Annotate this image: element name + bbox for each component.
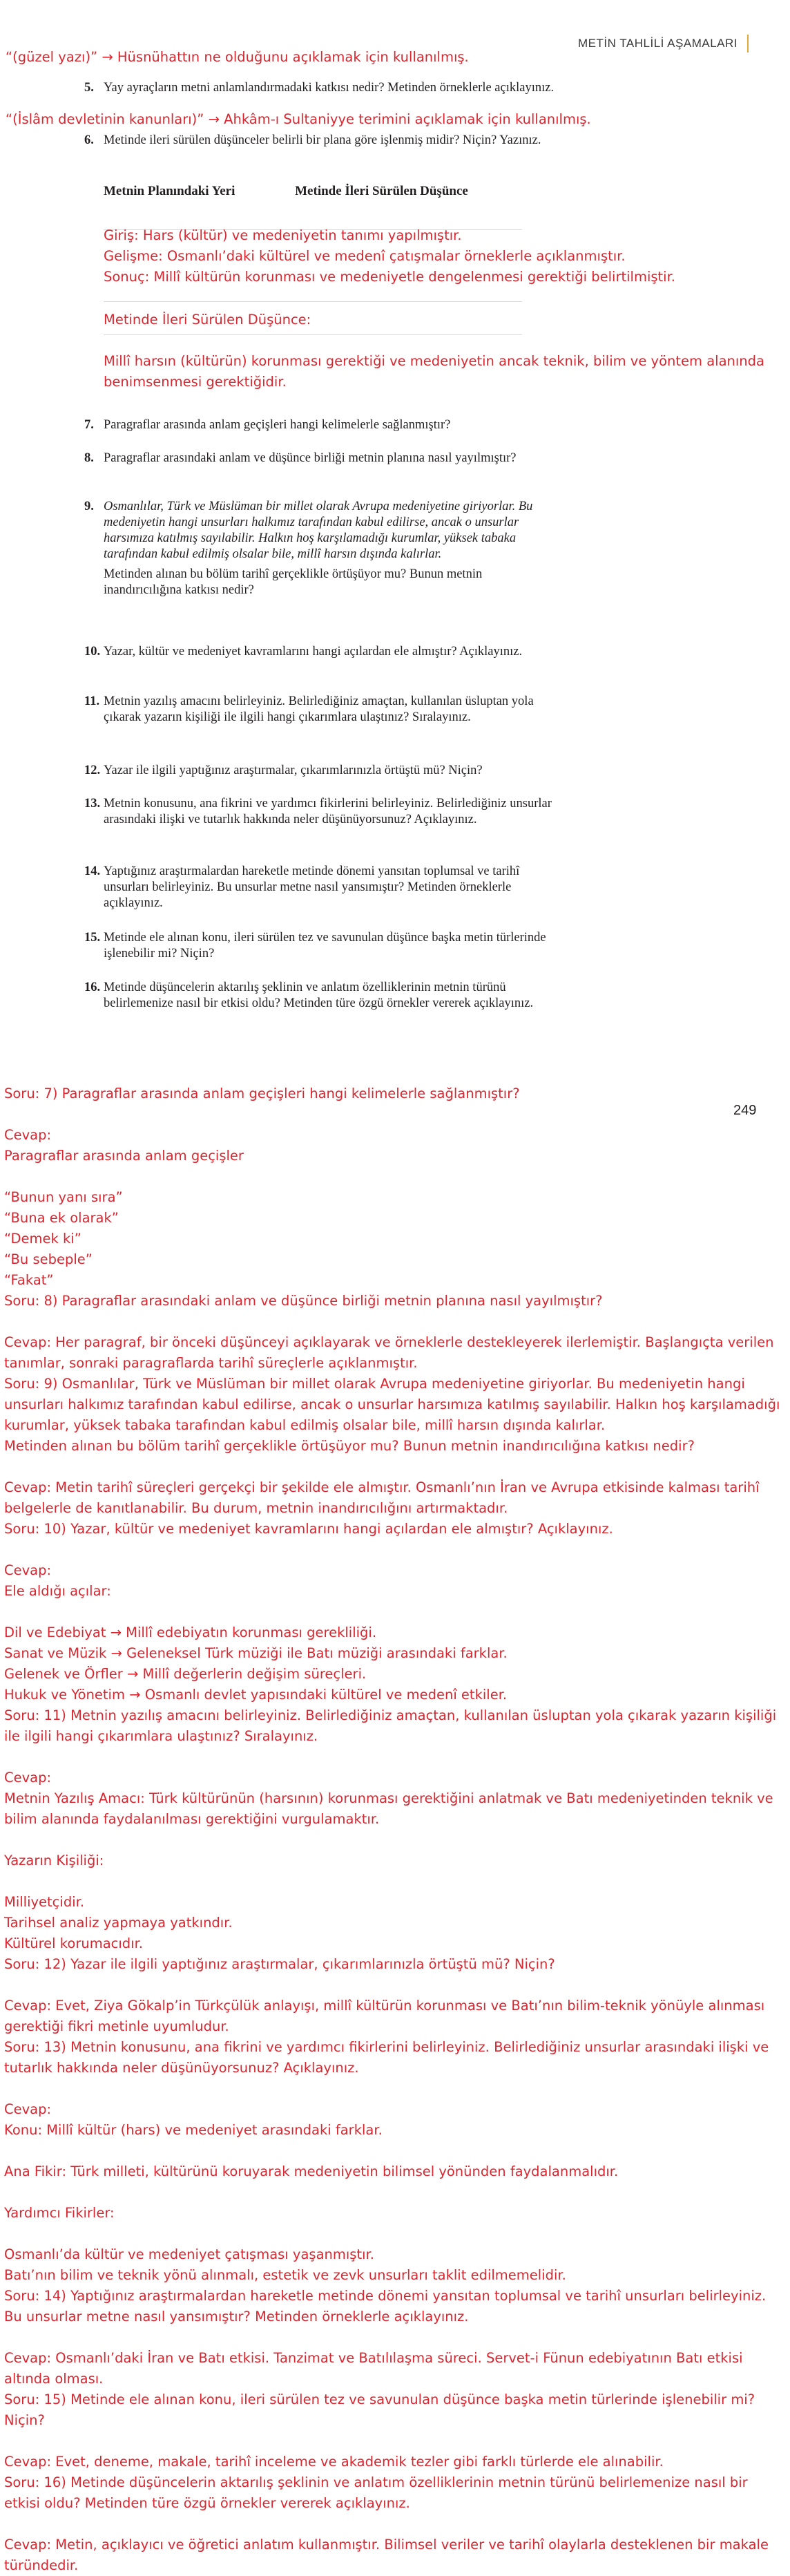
question-12 — [84, 763, 561, 779]
question-text: Yazar, kültür ve medeniyet kavramlarını hangi açılardan ele almıştır? Açıklayınız. — [104, 645, 523, 659]
question-text: Metnin konusunu, ana fikrini ve yardımcı fikirlerini belirleyiniz. Belirlediğiniz unsurlar arasındaki ilişki ve tutarlık hakkında neler düşünüyorsunuz? Açıklayınız. — [104, 797, 552, 826]
question-text: Yaptığınız araştırmalardan hareketle metinde dönemi yansıtan toplumsal ve tarihî unsurları belirleyiniz. Bu unsurlar metne nasıl yansımıştır? Metinden örneklerle açıklayınız. — [104, 864, 520, 910]
question-11 — [84, 694, 561, 726]
question-15 — [84, 930, 561, 962]
question-text: Metnin yazılış amacını belirleyiniz. Belirlediğiniz amaçtan, kullanılan üsluptan yola çıkarak yazarın kişiliği ile ilgili hangi çıkarımlara ulaştınız? Sıralayınız. — [104, 694, 534, 724]
question-number: 7. — [84, 418, 94, 432]
question-text: Yay ayraçların metni anlamlandırmadaki katkısı nedir? Metinden örneklerle açıklayınız. — [104, 81, 555, 95]
top-note-1: “(güzel yazı)” → Hüsnühattın ne olduğunu açıklamak için kullanılmış. — [6, 49, 469, 65]
plan-answer: Giriş: Hars (kültür) ve medeniyetin tanımı yapılmıştır. Gelişme: Osmanlı’daki kültürel ve medenî çatışmalar örneklerle açıklanmıştır. Sonuç: Millî kültürün korunması ve medeniyetle dengelenmesi gerektiği belirtilmiştir. — [104, 227, 676, 285]
question-9 — [84, 499, 561, 598]
question-text: Yazar ile ilgili yaptığınız araştırmalar, çıkarımlarınızla örtüştü mü? Niçin? — [104, 764, 483, 777]
question-number: 14. — [84, 864, 101, 878]
question-13 — [84, 796, 561, 828]
plan-table-header — [104, 184, 468, 199]
question-text: Paragraflar arasındaki anlam ve düşünce birliği metnin planına nasıl yayılmıştır? — [104, 451, 517, 465]
question-text: Metinde ele alınan konu, ileri sürülen tez ve savunulan düşünce başka metin türlerinde işlenebilir mi? Niçin? — [104, 931, 546, 960]
question-text: Metinden alınan bu bölüm tarihî gerçeklikle örtüşüyor mu? Bunun metnin inandırıcılığına katkısı nedir? — [104, 567, 483, 597]
divider-line — [104, 301, 522, 302]
top-notes — [6, 6, 627, 151]
question-number: 16. — [84, 981, 101, 994]
question-5 — [84, 80, 561, 96]
question-7 — [84, 417, 561, 433]
question-14 — [84, 864, 561, 911]
question-text: Metinde ileri sürülen düşünceler belirli bir plana göre işlenmiş midir? Niçin? Yazınız. — [104, 133, 541, 147]
answers-section: Soru: 7) Paragraflar arasında anlam geçişleri hangi kelimelerle sağlanmıştır? Cevap: Paragraflar arasında anlam geçişler “Bunun yanı sıra” “Buna ek olarak” “Demek ki” “Bu sebeple” “Fakat” Soru: 8) Paragraflar arasındaki anlam ve düşünce birliği metnin planına nasıl yayılmıştır? Cevap: Her paragraf, bir önceki düşünceyi açıklayarak ve örneklerle destekleyerek ilerlemiştir. Başlangıçta verilen tanımlar, sonraki paragraflarda tarihî süreçlerle açıklanmıştır. Soru: 9) Osmanlılar, Türk ve Müslüman bir millet olarak Avrupa medeniyetine giriyorlar. Bu medeniyetin hangi unsurları halkımız tarafından kabul edilirse, ancak o unsurlar harsımıza katılmış sayılabilir. Halkın hoş karşılamadığı kurumlar, yüksek tabaka tarafından kabul edilmiş olsalar bile, millî harsın dışında kalırlar. Metinden alınan bu bölüm tarihî gerçeklikle örtüşüyor mu? Bunun metnin inandırıcılığına katkısı nedir? Cevap: Metin tarihî süreçleri gerçekçi bir şekilde ele almıştır. Osmanlı’nın İran ve Avrupa etkisinde kalması tarihî belgelerle de kanıtlanabilir. Bu durum, metnin inandırıcılığını artırmaktadır. Soru: 10) Yazar, kültür ve medeniyet kavramlarını hangi açılardan ele almıştır? Açıklayınız. Cevap: Ele aldığı açılar: Dil ve Edebiyat → Millî edebiyatın korunması gerekliliği. Sanat ve Müzik → Geleneksel Türk müziği ile Batı müziği arasındaki farklar. Gelenek ve Örfler → Millî değerlerin değişim süreçleri. Hukuk ve Yönetim → Osmanlı devlet yapısındaki kültürel ve medenî etkiler. Soru: 11) Metnin yazılış amacını belirleyiniz. Belirlediğiniz amaçtan, kullanılan üsluptan yola çıkarak yazarın kişiliği ile ilgili hangi çıkarımlara ulaştınız? Sıralayınız. Cevap: Metnin Yazılış Amacı: Türk kültürünün (harsının) korunması gerektiğini anlatmak ve Batı medeniyetinden teknik ve bilim alanında faydalanılması gerektiğini vurgulamaktır. Yazarın Kişiliği: Milliyetçidir. Tarihsel analiz yapmaya yatkındır. Kültürel korumacıdır. Soru: 12) Yazar ile ilgili yaptığınız araştırmalar, çıkarımlarınızla örtüştü mü? Niçin? Cevap: Evet, Ziya Gökalp’in Türkçülük anlayışı, millî kültürün korunması ve Batı’nın bilim-teknik yönüyle alınması gerektiği fikri metinle uyumludur. Soru: 13) Metnin konusunu, ana fikrini ve yardımcı fikirlerini belirleyiniz. Belirlediğiniz unsurlar arasındaki ilişki ve tutarlık hakkında neler düşünüyorsunuz? Açıklayınız. Cevap: Konu: Millî kültür (hars) ve medeniyet arasındaki farklar. Ana Fikir: Türk milleti, kültürünü koruyarak medeniyetin bilimsel yönünden faydalanmalıdır. Yardımcı Fikirler: Osmanlı’da kültür ve medeniyet çatışması yaşanmıştır. Batı’nın bilim ve teknik yönü alınmalı, estetik ve zevk unsurları taklit edilmemelidir. Soru: 14) Yaptığınız araştırmalardan hareketle metinde dönemi yansıtan toplumsal ve tarihî unsurları belirleyiniz. Bu unsurlar metne nasıl yansımıştır? Metinden örneklerle açıklayınız. Cevap: Osmanlı’daki İran ve Batı etkisi. Tanzimat ve Batılılaşma süreci. Servet-i Fünun edebiyatının Batı etkisi altında olması. Soru: 15) Metinde ele alınan konu, ileri sürülen tez ve savunulan düşünce başka metin türlerinde işlenebilir mi? Niçin? Cevap: Evet, deneme, makale, tarihî inceleme ve akademik tezler gibi farklı türlerde ele alınabilir. Soru: 16) Metinde düşüncelerin aktarılış şeklinin ve anlatım özelliklerinin metnin türünü belirlemenize nasıl bir etkisi oldu? Metinden türe özgü örnekler vererek açıklayınız. Cevap: Metin, açıklayıcı ve öğretici anlatım kullanmıştır. Bilimsel veriler ve tarihî olaylarla desteklenen bir makale türündedir. — [4, 1086, 780, 2573]
table-col-idea: Metinde İleri Sürülen Düşünce — [295, 184, 468, 198]
question-number: 6. — [84, 133, 94, 147]
divider-line — [104, 334, 522, 335]
question-10 — [84, 644, 561, 660]
question-number: 11. — [84, 694, 100, 708]
question-text: Paragraflar arasında anlam geçişleri hangi kelimelerle sağlanmıştır? — [104, 418, 451, 432]
idea-heading: Metinde İleri Sürülen Düşünce: — [104, 312, 311, 328]
question-quote: Osmanlılar, Türk ve Müslüman bir millet olarak Avrupa medeniyetine giriyorlar. Bu medeniyetin hangi unsurları halkımız tarafından kabul edilirse, ancak o unsurlar harsımıza katılmış sayılabilir. Halkın hoş karşılamadığı kurumlar, yüksek tabaka tarafından kabul edilmiş olsalar bile, millî harsın dışında kalırlar. — [104, 500, 533, 561]
page-number: 249 — [733, 1103, 757, 1118]
header-divider — [747, 35, 749, 53]
question-number: 12. — [84, 764, 101, 777]
question-number: 9. — [84, 500, 94, 513]
table-col-plan: Metnin Planındaki Yeri — [104, 184, 235, 198]
question-8 — [84, 451, 561, 466]
question-6 — [84, 133, 561, 149]
question-number: 13. — [84, 797, 101, 811]
header-title: METİN TAHLİLİ AŞAMALARI — [578, 37, 738, 50]
question-16 — [84, 980, 561, 1012]
question-number: 15. — [84, 931, 101, 945]
question-number: 5. — [84, 81, 94, 95]
question-text: Metinde düşüncelerin aktarılış şeklinin ve anlatım özelliklerinin metnin türünü belirlemenize nasıl bir etkisi oldu? Metinden türe özgü örnekler vererek açıklayınız. — [104, 981, 534, 1010]
idea-answer: Millî harsın (kültürün) korunması gerektiği ve medeniyetin ancak teknik, bilim ve yöntem alanında benimsenmesi gerektiğidir. — [104, 353, 769, 390]
question-number: 8. — [84, 451, 94, 465]
top-note-2: “(İslâm devletinin kanunları)” → Ahkâm-ı Sultaniyye terimini açıklamak için kullanılmış. — [6, 111, 591, 127]
question-number: 10. — [84, 645, 101, 659]
